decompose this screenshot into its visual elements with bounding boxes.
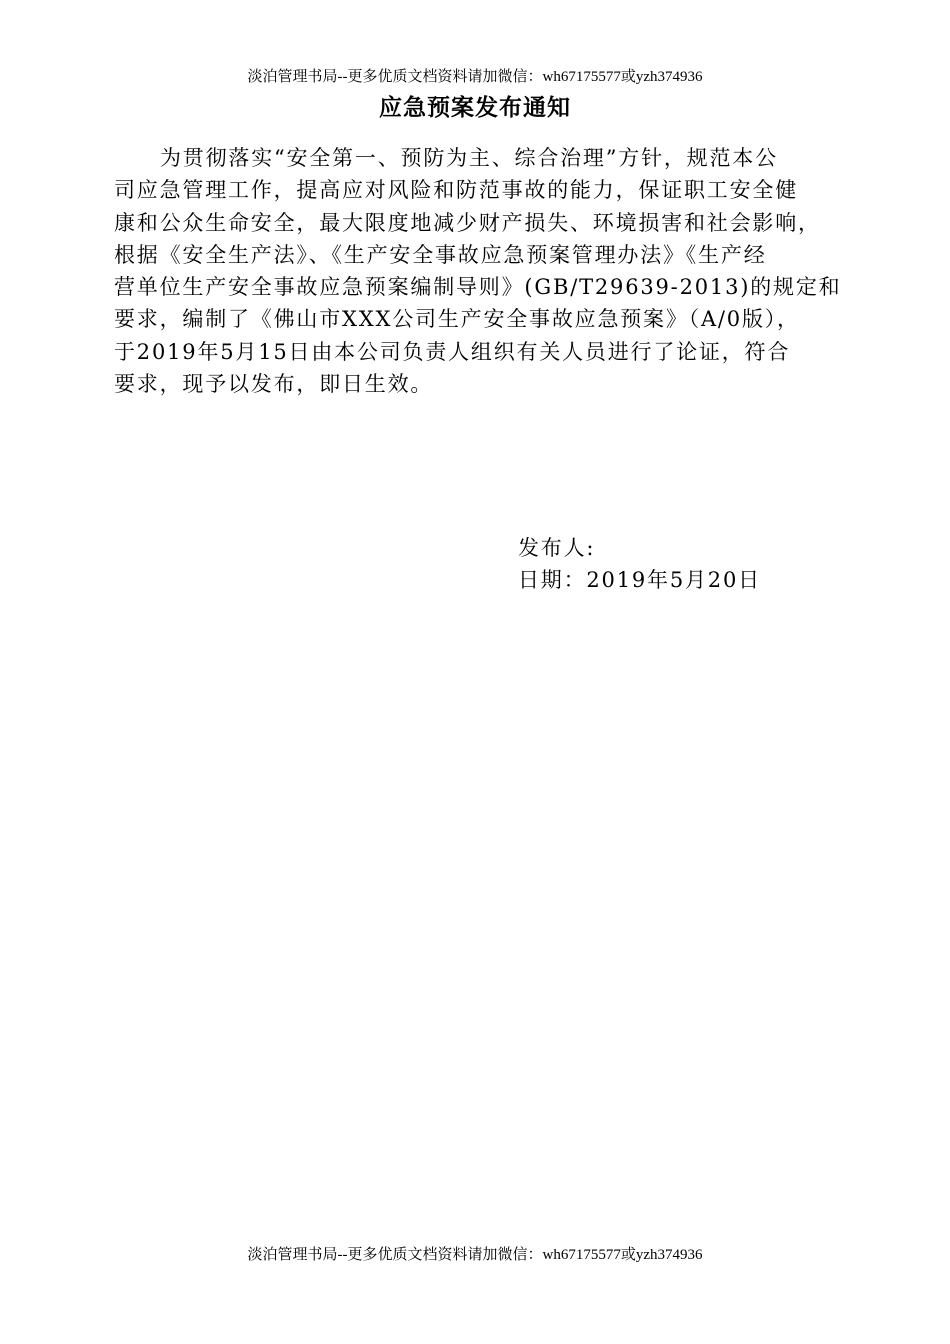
publish-date: 日期：2019年5月20日	[518, 568, 761, 593]
body-line: 于2019年5月15日由本公司负责人组织有关人员进行了论证，符合	[114, 339, 791, 364]
signature-block	[518, 532, 761, 597]
body-line: 要求，编制了《佛山市XXX公司生产安全事故应急预案》（A/0版），	[114, 307, 800, 332]
body-line: 根据《安全生产法》、《生产安全事故应急预案管理办法》《生产经	[114, 242, 767, 267]
page-header: 淡泊管理书局--更多优质文档资料请加微信：wh67175577或yzh374936	[247, 69, 703, 85]
body-line: 要求，现予以发布，即日生效。	[114, 372, 434, 397]
body-line: 为贯彻落实“安全第一、预防为主、综合治理”方针，规范本公	[160, 146, 778, 170]
publisher-label: 发布人:	[518, 536, 596, 560]
notice-body	[114, 142, 849, 400]
body-line: 司应急管理工作，提高应对风险和防范事故的能力，保证职工安全健	[114, 178, 798, 203]
body-line: 营单位生产安全事故应急预案编制导则》(GB/T29639-2013)的规定和	[114, 275, 842, 300]
page-footer: 淡泊管理书局--更多优质文档资料请加微信：wh67175577或yzh374936	[247, 1247, 703, 1263]
document-title: 应急预案发布通知	[379, 95, 571, 121]
body-line: 康和公众生命安全，最大限度地减少财产损失、环境损害和社会影响，	[114, 210, 821, 235]
